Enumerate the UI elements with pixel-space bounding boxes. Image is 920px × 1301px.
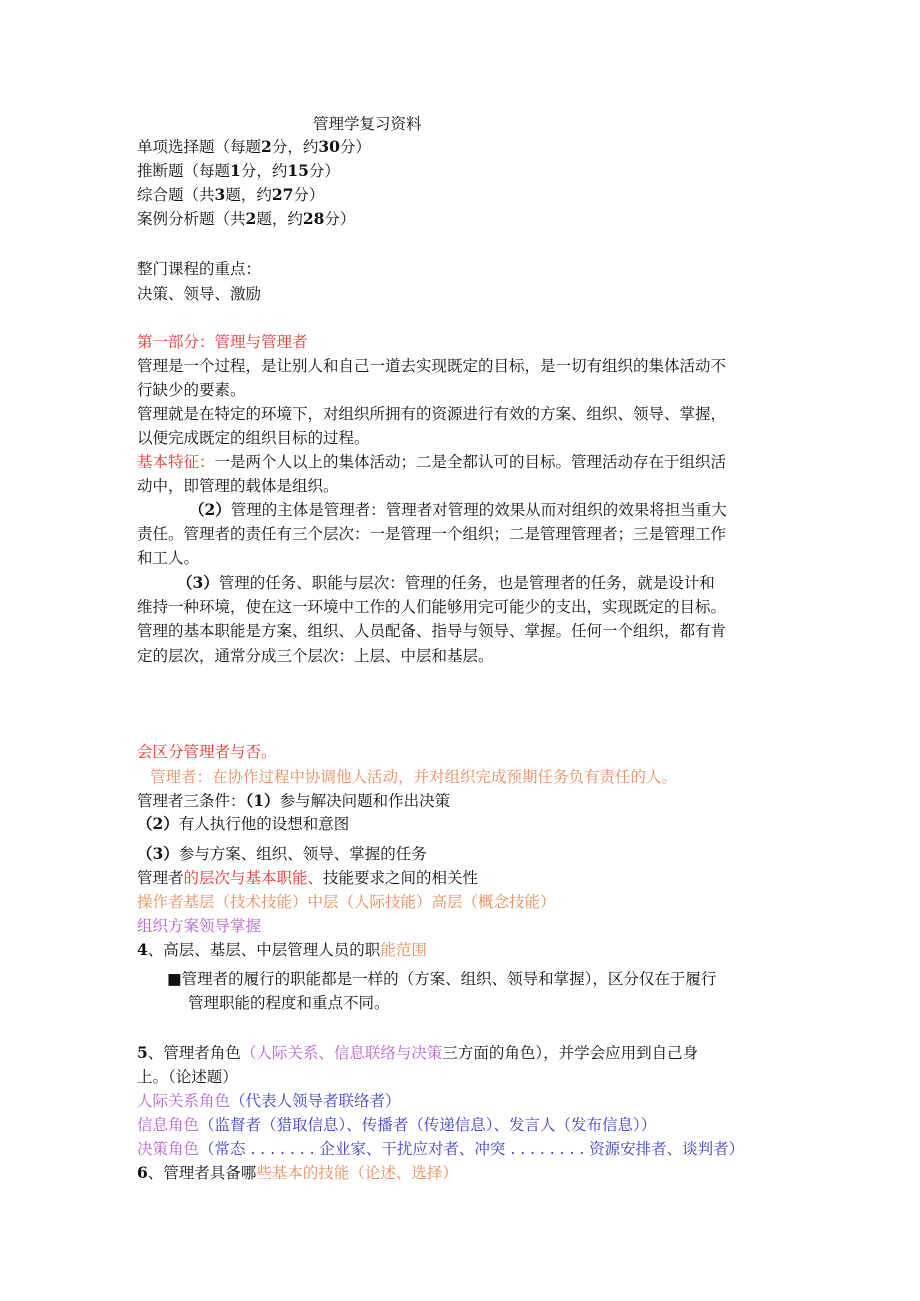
features-label: 基本特征： [137,453,215,471]
exam-type-line: 推断题（每题1分，约15分） [137,161,340,180]
skills-line: 操作者基层（技术技能）中层（人际技能）高层（概念技能） [137,893,556,911]
question-4: 4、高层、基层、中层管理人员的职能范围 [137,940,427,959]
conditions-line: 管理者三条件：（1）参与解决问题和作出决策 [137,791,451,810]
exam-type-line: 案例分析题（共2题，约28分） [137,209,356,228]
exam-type-line: 综合题（共3题，约27分） [137,185,325,204]
paragraph-line: （2）管理的主体是管理者：管理者对管理的效果从而对组织的效果将担当重大 [189,500,727,519]
bullet-line-cont: 管理职能的程度和重点不同。 [188,994,390,1012]
square-bullet-icon: ■ [167,970,182,988]
features-line: 基本特征：一是两个人以上的集体活动；二是全都认可的目标。管理活动存在于组织活 [137,453,727,471]
paragraph-line: 维持一种环境，使在这一环境中工作的人们能够用完可能少的支出，实现既定的目标。 [137,598,727,616]
role-line: 决策角色（常态 . . . . . . . 企业家、干扰应对者、冲突 . . . . . . . . 资源安排者、谈判者） [137,1140,745,1158]
paragraph-line: 动中，即管理的载体是组织。 [137,477,339,495]
paragraph-line: 管理是一个过程，是让别人和自己一道去实现既定的目标，是一切有组织的集体活动不 [137,357,727,375]
paragraph-line: （3）管理的任务、职能与层次：管理的任务，也是管理者的任务，就是设计和 [177,573,715,592]
manager-definition: 管理者：在协作过程中协调他人活动，并对组织完成预期任务负有责任的人。 [150,768,678,786]
part1-heading: 第一部分：管理与管理者 [137,333,308,351]
question-5-cont: 上。（论述题） [137,1068,238,1086]
paragraph-line: 以便完成既定的组织目标的过程。 [137,429,370,447]
key-points: 决策、领导、激励 [137,285,262,303]
bullet-line: ■管理者的履行的职能都是一样的（方案、组织、领导和掌握），区分仅在于履行 [167,970,717,988]
question-6: 6、管理者具备哪些基本的技能（论述、选择） [137,1163,458,1182]
question-5: 5、管理者角色（人际关系、信息联络与决策三方面的角色），并学会应用到自己身 [137,1043,699,1062]
key-points-heading: 整门课程的重点： [137,260,262,278]
role-line: 人际关系角色（代表人领导者联络者） [137,1092,401,1110]
conditions-line: （3）参与方案、组织、领导、掌握的任务 [137,844,427,863]
paragraph-line: 责任。管理者的责任有三个层次：一是管理一个组织；二是管理管理者；三是管理工作 [137,525,727,543]
paragraph-line: 管理就是在特定的环境下，对组织所拥有的资源进行有效的方案、组织、领导、掌握， [137,405,727,423]
paragraph-line: 定的层次，通常分成三个层次：上层、中层和基层。 [137,647,494,665]
functions-line: 组织方案领导掌握 [137,917,262,935]
role-line: 信息角色（监督者（猎取信息）、传播者（传递信息）、发言人（发布信息）） [137,1116,657,1134]
paragraph-line: 行缺少的要素。 [137,381,246,399]
relation-line: 管理者的层次与基本职能、技能要求之间的相关性 [137,869,479,887]
section2-heading: 会区分管理者与否。 [137,743,277,761]
paragraph-line: 和工人。 [137,549,200,567]
paragraph-line: 管理的基本职能是方案、组织、人员配备、指导与领导、掌握。任何一个组织，都有肯 [137,622,727,640]
exam-type-line: 单项选择题（每题2分，约30分） [137,137,371,156]
conditions-line: （2）有人执行他的设想和意图 [137,814,350,833]
page-title: 管理学复习资料 [313,115,422,133]
